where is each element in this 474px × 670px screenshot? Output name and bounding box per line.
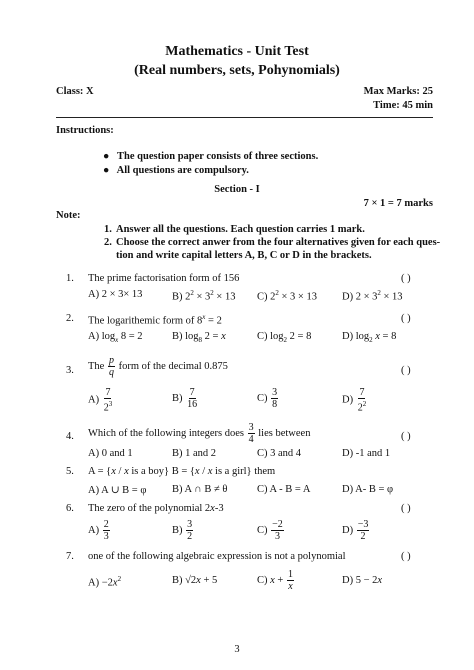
section-marks: 7 × 1 = 7 marks [363, 198, 433, 209]
option-d: D) 5 − 2x [342, 575, 383, 586]
question-text: The prime factorisation form of 156 [88, 273, 240, 284]
option-c: C) 3 and 4 [257, 448, 302, 459]
option-a: $A) -2x^2$ [88, 575, 122, 589]
question-text: A = {x / x is a boy} B = {x / x is a girl} them [88, 466, 276, 477]
option-a: A) 2 × 3× 13 [88, 289, 143, 300]
instruction-item: ● All questions are compulsory. [103, 165, 249, 176]
question-number: 4. [66, 431, 74, 442]
option-c: C) x + $\frac{1}{x}$ [257, 569, 293, 592]
answer-bracket: ( ) [401, 503, 411, 514]
question-number: 1. [66, 273, 74, 284]
option-b: B) $\frac{7}{16}$ [172, 387, 198, 410]
option-b: B) √2x + 5 [172, 575, 218, 586]
option-d: D) $\frac{7}{2^2}$ [342, 387, 367, 414]
time-allowed: Time: 45 min [373, 100, 433, 111]
header-divider [56, 117, 433, 118]
note-item: tion and write capital letters A, B, C or D in the brackets. [116, 250, 372, 261]
option-c: C) A - B = A [257, 484, 311, 495]
question-text: one of the following algebraic expression is not a polynomial [88, 551, 346, 562]
question-number: 6. [66, 503, 74, 514]
test-title: Mathematics - Unit Test [165, 44, 309, 59]
option-a: A) 0 and 1 [88, 448, 133, 459]
page-number: 3 [234, 644, 240, 655]
question-number: 5. [66, 466, 74, 477]
note-item: Answer all the questions. Each question carries 1 mark. [116, 224, 365, 235]
option-a: A) $\frac{2}{3}$ [88, 519, 109, 542]
answer-bracket: ( ) [401, 313, 411, 324]
option-d: D) A- B = φ [342, 484, 394, 495]
note-heading: Note: [56, 210, 81, 221]
option-d: D) -1 and 1 [342, 448, 391, 459]
note-item: Choose the correct anwer from the four alternatives given for each ques- [116, 237, 441, 248]
instruction-item: ● The question paper consists of three sections. [103, 151, 319, 162]
question-number: 3. [66, 365, 74, 376]
option-b: B) A ∩ B ≠ θ [172, 484, 228, 495]
section-title: Section - I [214, 184, 260, 195]
answer-bracket: ( ) [401, 365, 411, 376]
option-b: B) 1 and 2 [172, 448, 217, 459]
option-c: C) $\frac{-2}{3}$ [257, 519, 283, 542]
option-b: B) $\log_8 2 = x$ [172, 331, 226, 345]
option-a: A) $\frac{7}{2^3}$ [88, 387, 113, 414]
option-a: A) $\log_x 8 = 2$ [88, 331, 143, 345]
option-a: A) A ∪ B = φ [88, 485, 147, 496]
option-d: D) $\frac{-3}{2}$ [342, 519, 369, 542]
question-text: The logarithemic form of $8^x = 2$ [88, 313, 222, 327]
question-number: 2. [66, 313, 74, 324]
max-marks: Max Marks: 25 [363, 86, 433, 97]
class-label: Class: X [56, 86, 94, 97]
answer-bracket: ( ) [401, 431, 411, 442]
option-c: C) $\frac{3}{8}$ [257, 387, 278, 410]
question-number: 7. [66, 551, 74, 562]
option-c: C) $2^2 \times 3 \times 13$ [257, 289, 317, 303]
option-d: D) $\log_2 x = 8$ [342, 331, 397, 345]
note-number: 1. [104, 224, 112, 235]
question-text: Which of the following integers does $\frac{3}{4}$ lies between [88, 422, 311, 445]
question-text: The $\frac{p}{q}$ form of the decimal 0.875 [88, 355, 228, 378]
option-b: B) $2^2 \times 3^2 \times 13$ [172, 289, 236, 303]
question-text: The zero of the polynomial 2x-3 [88, 503, 224, 514]
answer-bracket: ( ) [401, 551, 411, 562]
option-c: C) $\log_2 2 = 8$ [257, 331, 312, 345]
answer-bracket: ( ) [401, 273, 411, 284]
option-b: B) $\frac{3}{2}$ [172, 519, 193, 542]
option-d: D) $2 \times 3^2 \times 13$ [342, 289, 403, 303]
note-number: 2. [104, 237, 112, 248]
test-subtitle: (Real numbers, sets, Pohynomials) [134, 63, 340, 78]
instructions-heading: Instructions: [56, 125, 114, 136]
